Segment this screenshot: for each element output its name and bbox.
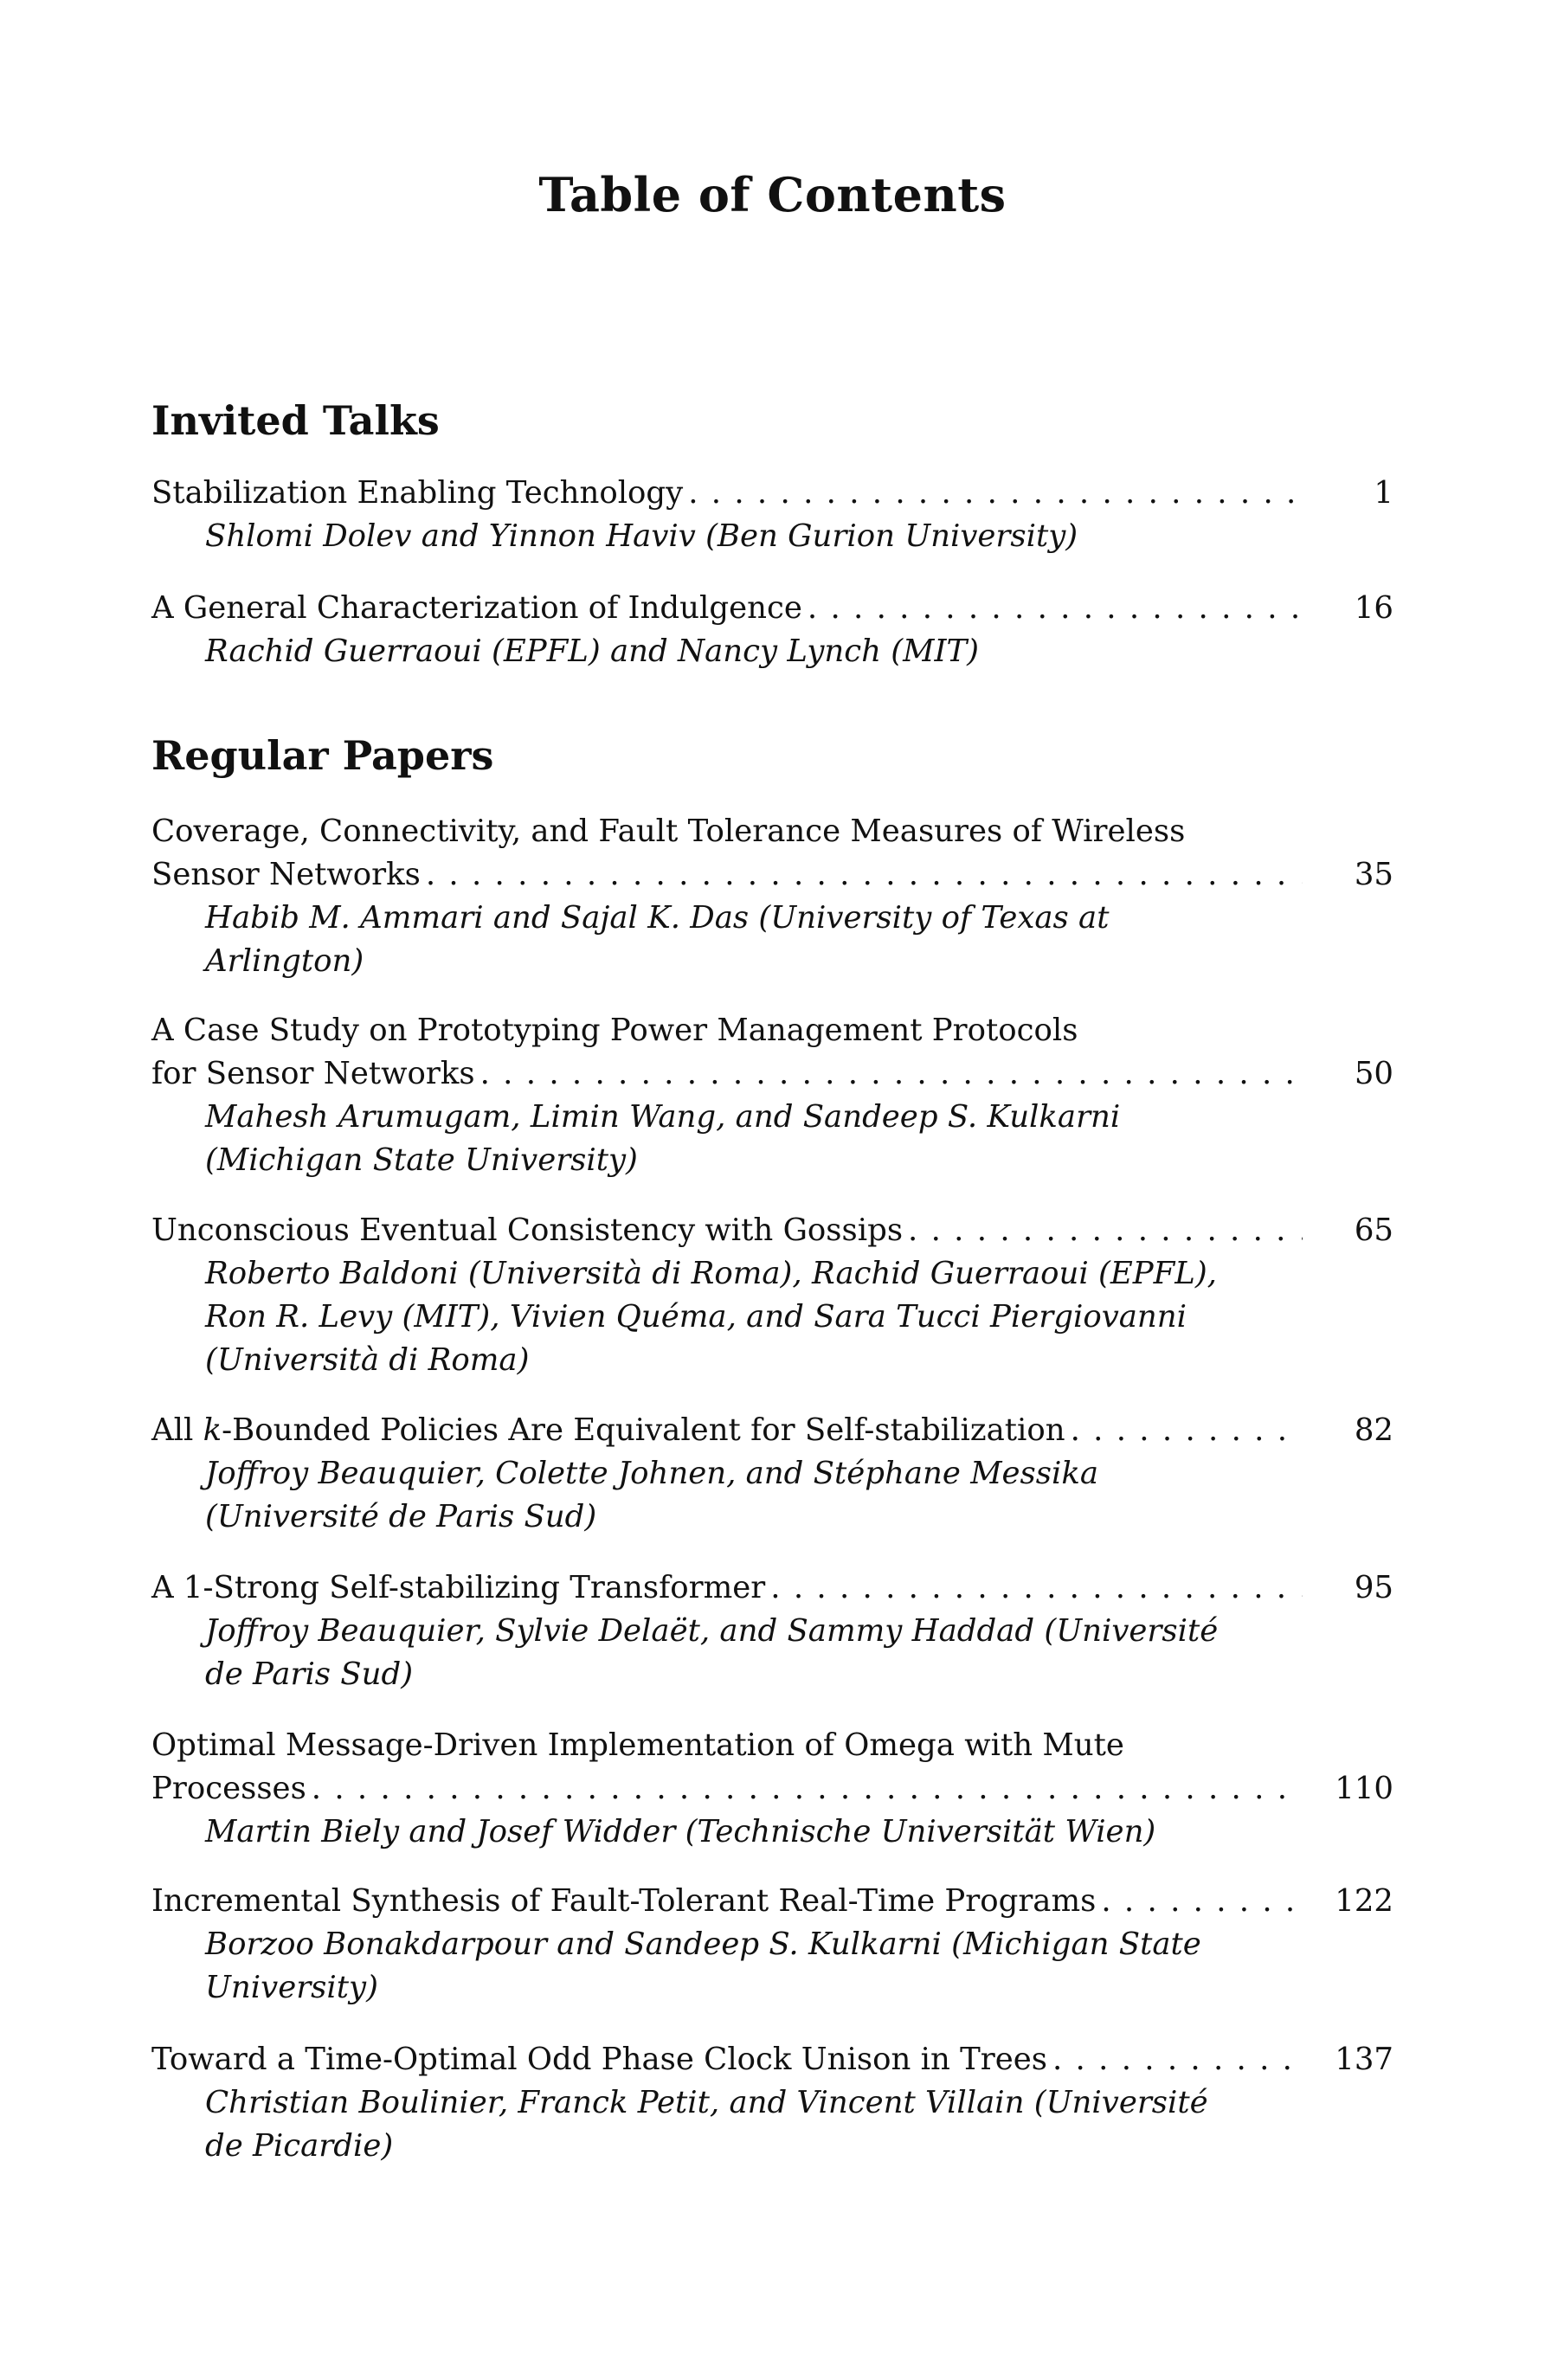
- author-line: Arlington): [205, 943, 364, 979]
- author-line: (Michigan State University): [205, 1142, 638, 1178]
- entry-title: Unconscious Eventual Consistency with Gossips: [151, 1213, 904, 1248]
- dot-leader: [808, 587, 1303, 630]
- entry-title-line: [151, 587, 1393, 630]
- dot-leader: [480, 1052, 1303, 1096]
- author-line: Ron R. Levy (MIT), Vivien Quéma, and Sara Tucci Piergiovanni: [205, 1299, 1187, 1335]
- entry-authors: [151, 897, 1216, 983]
- entry-title-line: [151, 1409, 1393, 1452]
- entry-title: Incremental Synthesis of Fault-Tolerant Real-Time Programs: [151, 1883, 1097, 1919]
- dot-leader: [426, 853, 1303, 897]
- entry-title-line: [151, 1767, 1393, 1811]
- entry-title: Toward a Time-Optimal Odd Phase Clock Unison in Trees: [151, 2042, 1047, 2077]
- page-number: 82: [1354, 1412, 1393, 1448]
- toc-entry: [151, 1209, 1393, 1382]
- toc-entry: [151, 1880, 1393, 2010]
- entry-title-line: [151, 2038, 1393, 2081]
- entry-title: A 1-Strong Self-stabilizing Transformer: [151, 1570, 766, 1605]
- dot-leader: [1071, 1409, 1303, 1452]
- entry-authors: [151, 1096, 1216, 1182]
- author-line: Martin Biely and Josef Widder (Technische Universität Wien): [205, 1814, 1156, 1849]
- author-line: Shlomi Dolev and Yinnon Haviv (Ben Gurion University): [205, 518, 1078, 554]
- entry-title: Coverage, Connectivity, and Fault Tolerance Measures of Wireless: [151, 814, 1186, 849]
- dot-leader: [770, 1566, 1303, 1610]
- author-line: University): [205, 1970, 378, 2005]
- entry-title-line: [151, 1880, 1393, 1923]
- entry-title-continued: for Sensor Networks: [151, 1056, 475, 1091]
- page-number: 16: [1354, 590, 1393, 626]
- author-line: (Université de Paris Sud): [205, 1499, 597, 1534]
- page-number: 35: [1354, 857, 1393, 892]
- toc-entry: [151, 1009, 1393, 1182]
- author-line: Mahesh Arumugam, Limin Wang, and Sandeep S. Kulkarni: [205, 1099, 1121, 1135]
- entry-authors: [151, 1452, 1216, 1539]
- entry-title-line: [151, 472, 1393, 515]
- entry-authors: [151, 1252, 1216, 1382]
- author-line: Roberto Baldoni (Università di Roma), Rachid Guerraoui (EPFL),: [205, 1256, 1217, 1291]
- author-line: (Università di Roma): [205, 1342, 530, 1378]
- dot-leader: [688, 472, 1303, 515]
- section-heading-invited-talks: Invited Talks: [151, 397, 440, 444]
- toc-entry: [151, 472, 1393, 558]
- toc-entry: [151, 587, 1393, 673]
- author-line: Joffroy Beauquier, Sylvie Delaët, and Sammy Haddad (Université: [205, 1613, 1219, 1649]
- entry-title-continued: Sensor Networks: [151, 857, 421, 892]
- author-line: Borzoo Bonakdarpour and Sandeep S. Kulkarni (Michigan State: [205, 1927, 1201, 1962]
- toc-entry: [151, 1409, 1393, 1539]
- page-number: 50: [1354, 1056, 1393, 1091]
- entry-authors: [151, 630, 1216, 673]
- section-heading-regular-papers: Regular Papers: [151, 732, 494, 779]
- author-line: Joffroy Beauquier, Colette Johnen, and Stéphane Messika: [205, 1456, 1099, 1491]
- entry-title: A General Characterization of Indulgence: [151, 590, 802, 626]
- author-line: Christian Boulinier, Franck Petit, and Vincent Villain (Université: [205, 2085, 1208, 2120]
- entry-title: Stabilization Enabling Technology: [151, 475, 684, 511]
- dot-leader: [312, 1767, 1303, 1811]
- entry-title-line: [151, 1209, 1393, 1252]
- author-line: de Picardie): [205, 2128, 394, 2164]
- page-number: 137: [1335, 2042, 1393, 2077]
- dot-leader: [1101, 1880, 1303, 1923]
- author-line: Rachid Guerraoui (EPFL) and Nancy Lynch (MIT): [205, 634, 980, 669]
- author-line: Habib M. Ammari and Sajal K. Das (University of Texas at: [205, 900, 1110, 936]
- entry-authors: [151, 515, 1216, 558]
- toc-entry: [151, 1724, 1393, 1854]
- entry-title-continued: Processes: [151, 1771, 306, 1806]
- entry-title: All k-Bounded Policies Are Equivalent for Self-stabilization: [151, 1412, 1065, 1448]
- entry-authors: [151, 1923, 1216, 2010]
- page-number: 110: [1335, 1771, 1393, 1806]
- entry-authors: [151, 1811, 1216, 1854]
- page-number: 1: [1374, 475, 1393, 511]
- author-line: de Paris Sud): [205, 1656, 414, 1692]
- page-number: 122: [1335, 1883, 1393, 1919]
- entry-title: Optimal Message-Driven Implementation of Omega with Mute: [151, 1727, 1124, 1763]
- entry-authors: [151, 1610, 1219, 1696]
- entry-authors: [151, 2081, 1216, 2168]
- entry-title-line: [151, 853, 1393, 897]
- entry-title-line: [151, 1566, 1393, 1610]
- entry-title: A Case Study on Prototyping Power Management Protocols: [151, 1013, 1078, 1048]
- dot-leader: [1052, 2038, 1303, 2081]
- toc-entry: [151, 2038, 1393, 2168]
- page-title: Table of Contents: [538, 167, 1007, 222]
- dot-leader: [908, 1209, 1303, 1252]
- toc-entry: [151, 1566, 1393, 1696]
- toc-entry: [151, 810, 1393, 983]
- page-number: 65: [1354, 1213, 1393, 1248]
- page-number: 95: [1354, 1570, 1393, 1605]
- entry-title-line: [151, 1052, 1393, 1096]
